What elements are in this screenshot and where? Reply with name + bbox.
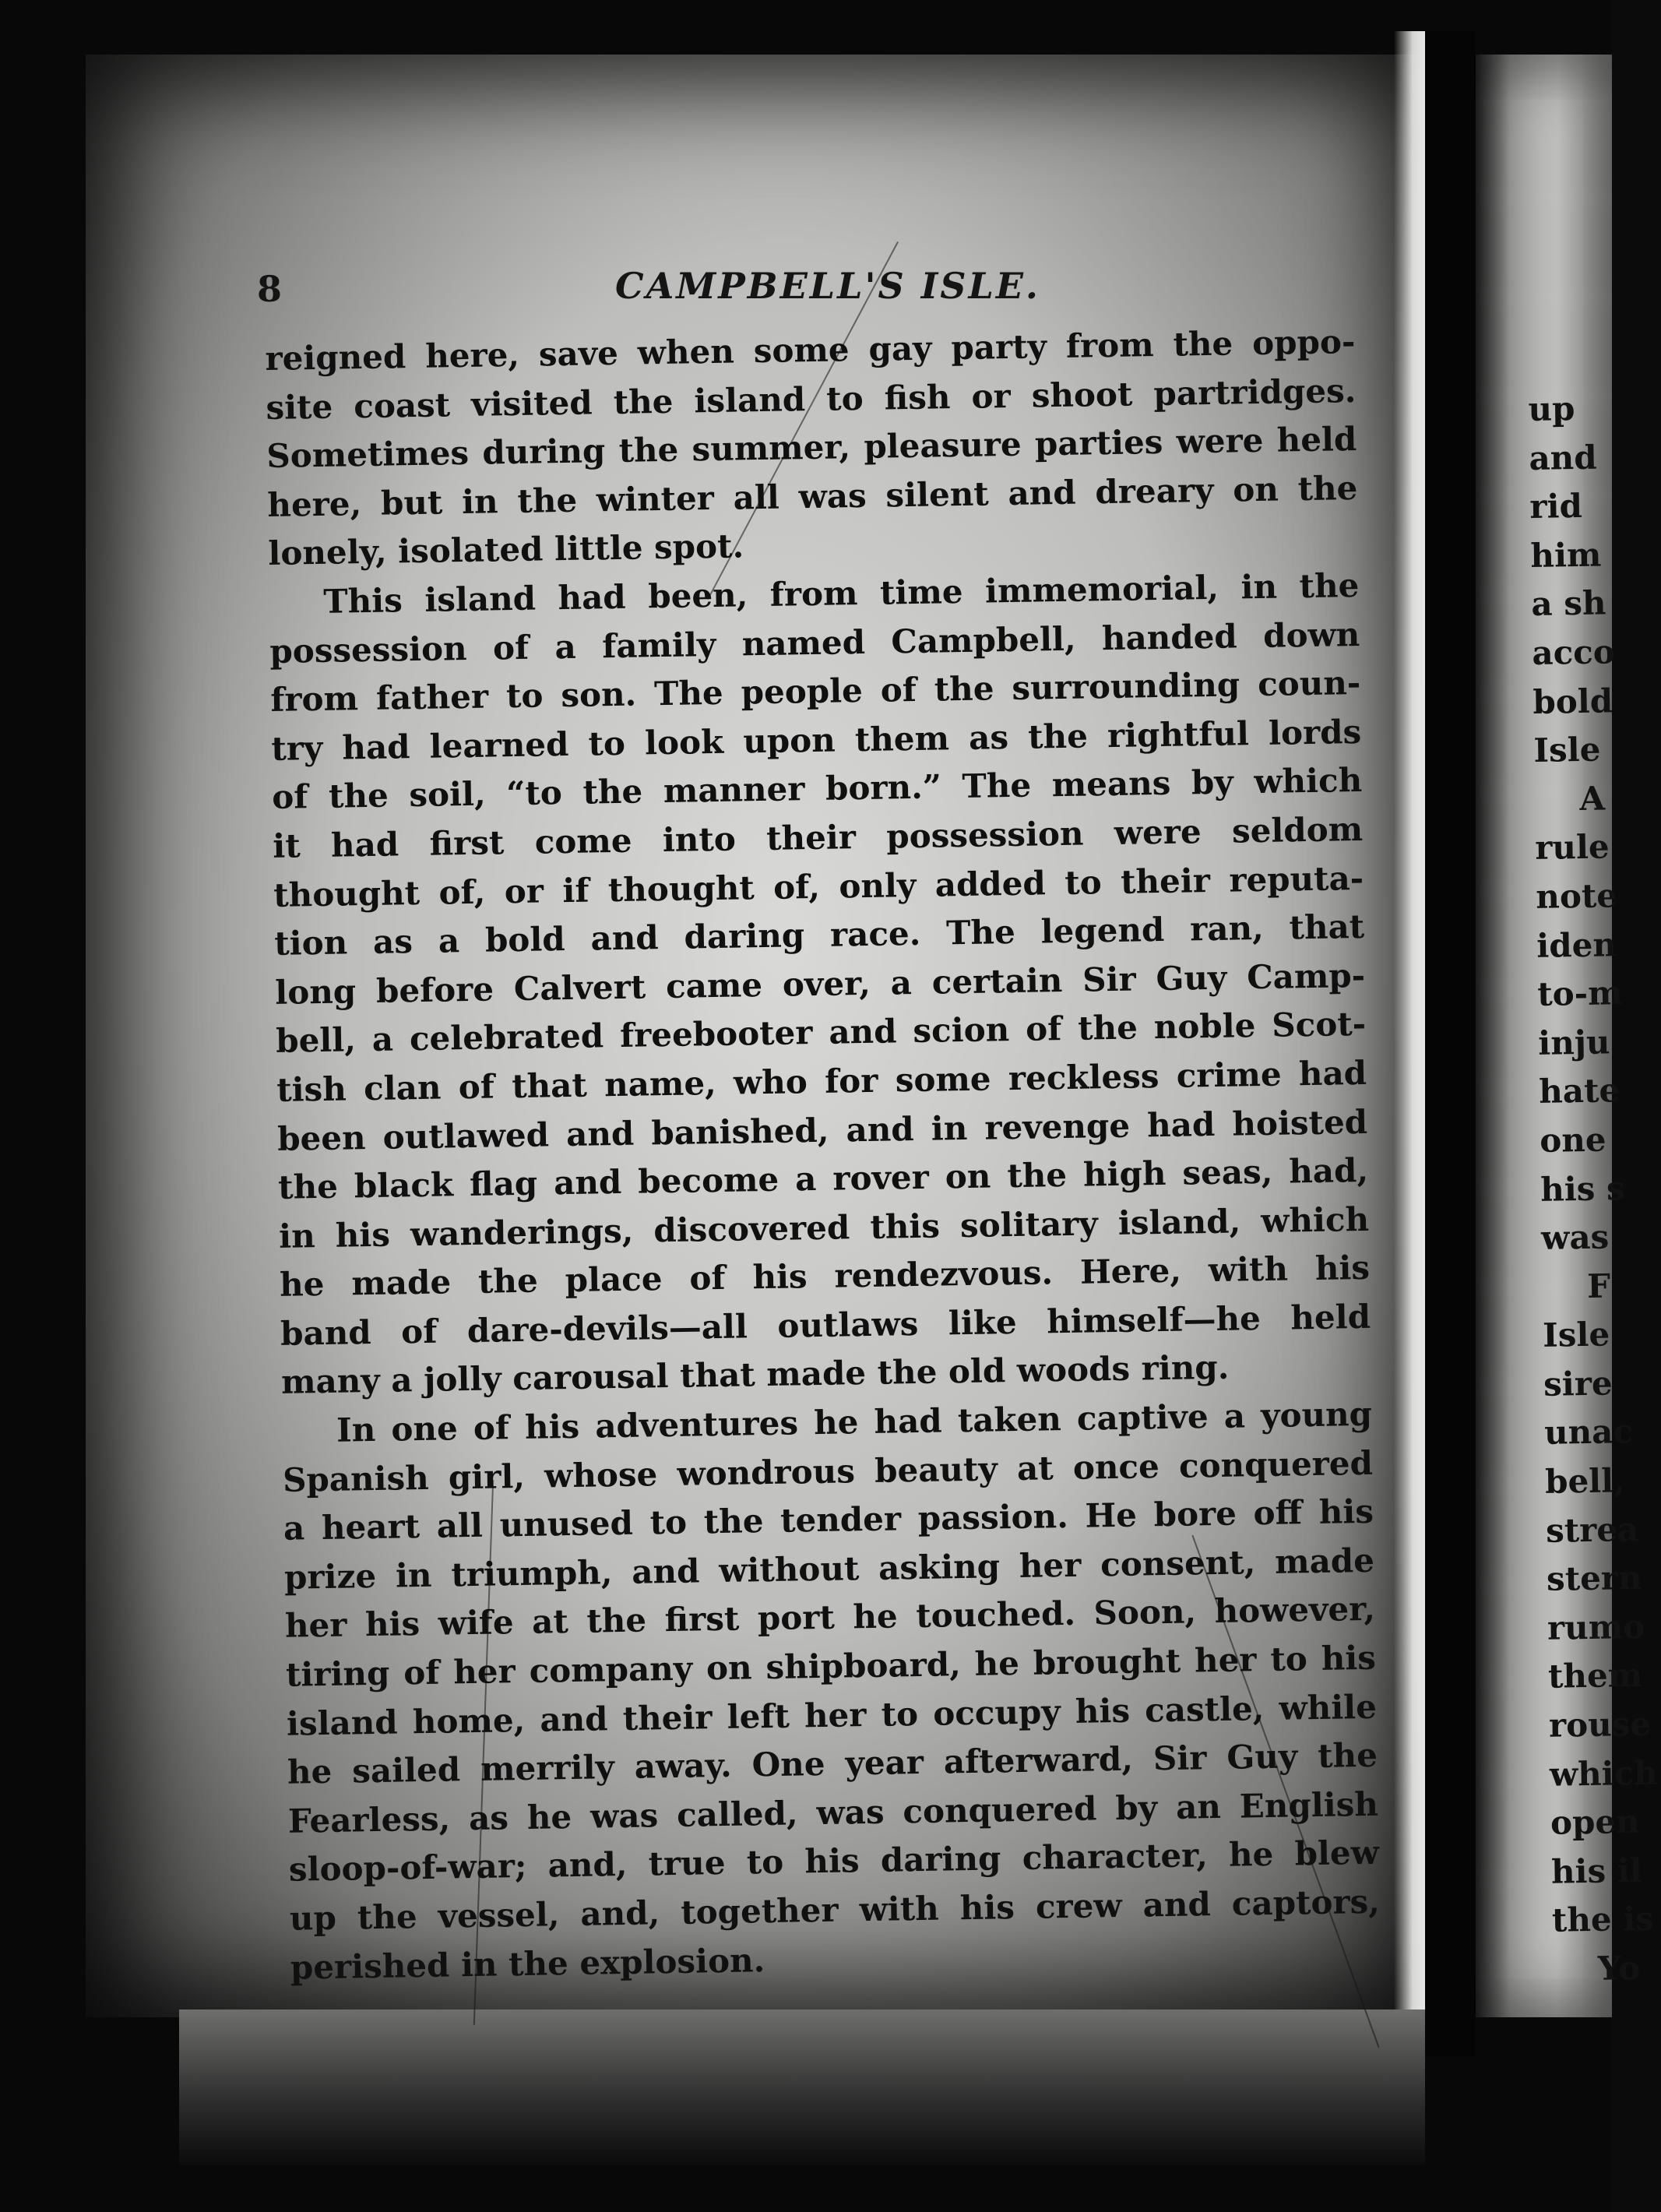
fragment-line: note [1535,876,1618,916]
fragment-line: and [1529,438,1597,477]
fragment-line: acco [1532,632,1616,672]
fragment-line: his il [1550,1851,1643,1891]
fragment-line: Yo [1597,1948,1641,1988]
text-line: Spanish girl, whose wondrous beauty at once conquered [282,1443,1374,1499]
text-line: In one of his adventures he had taken captive a young [336,1394,1373,1449]
text-line: thought of, or if thought of, only added to their reputa- [273,858,1364,914]
text-line: in his wanderings, discovered this solitary island, which [278,1199,1370,1256]
text-line: Sometimes during the summer, pleasure parties were held [266,420,1357,476]
fragment-line: bold [1532,681,1613,721]
text-line: her his wife at the first port he touched. Soon, however, [284,1590,1376,1646]
fragment-line: stern [1546,1559,1642,1599]
text-line: he made the place of his rendezvous. Here, with his [279,1249,1371,1305]
fragment-line: A [1578,779,1606,818]
fragment-line: bell, [1544,1461,1626,1501]
page-edge-highlight [1394,31,1425,2056]
text-line: it had first come into their possession were seldom [272,809,1364,865]
text-line: many a jolly carousal that made the old woods ring. [280,1348,1230,1402]
text-line: perished in the explosion. [290,1940,765,1987]
fragment-line: Isle [1542,1315,1610,1355]
fragment-line: a sh [1531,583,1606,624]
text-line: tish clan of that name, who for some reckless crime had [276,1053,1367,1109]
fragment-line: him [1530,535,1602,575]
fragment-line: one [1539,1120,1606,1160]
fragment-line: rule [1534,827,1610,868]
fragment-line: inju [1537,1023,1610,1062]
fragment-line: them [1547,1656,1643,1696]
page-title: CAMPBELL'S ISLE. [615,265,1040,307]
fragment-line: iden [1536,925,1617,965]
fragment-line: which [1549,1753,1659,1794]
text-line: try had learned to look upon them as the rightful lords [270,712,1362,768]
text-line: he sailed merrily away. One year afterward, Sir Guy the [287,1736,1378,1791]
fragment-line: up [1528,389,1575,428]
page-number: 8 [257,268,283,310]
book-gutter [1425,31,1476,2056]
text-line: prize in triumph, and without asking her consent, made [283,1541,1375,1597]
fragment-line: to-m [1536,974,1623,1014]
page-bottom-shadow [179,2009,1425,2165]
fragment-line: was [1540,1217,1610,1257]
fragment-line: unac [1543,1412,1634,1453]
fragment-line: the is [1551,1900,1655,1940]
text-line: a heart all unused to the tender passion. He bore off his [283,1492,1374,1548]
text-line: sloop-of-war; and, true to his daring character, he blew [288,1833,1380,1890]
text-line: site coast visited the island to fish or shoot partridges. [266,371,1357,427]
text-line: of the soil, “to the manner born.” The means by which [271,761,1363,817]
fragment-line: rumo [1547,1607,1645,1647]
body-text [265,318,1381,1992]
text-line: lonely, isolated little spot. [268,527,744,573]
fragment-line: F [1586,1266,1611,1305]
running-head [257,265,1363,319]
fragment-line: hate [1538,1071,1621,1111]
fragment-line: rouse [1548,1704,1652,1745]
text-line: reigned here, save when some gay party from the oppo- [265,322,1356,378]
text-line: bell, a celebrated freebooter and scion of the noble Scot- [275,1005,1367,1061]
fragment-line: open [1550,1802,1641,1842]
text-line: from father to son. The people of the surrounding coun- [269,664,1361,720]
fragment-line: rid [1529,487,1583,527]
text-line: here, but in the winter all was silent and dreary on the [267,468,1358,524]
text-line: Fearless, as he was called, was conquered by an English [287,1784,1379,1840]
text-line: island home, and their left her to occupy his castle, while [286,1687,1378,1743]
text-line: up the vessel, and, together with his crew and captors, [289,1882,1381,1938]
text-line: band of dare-devils—all outlaws like himself—he held [280,1297,1371,1353]
fragment-line: sire [1543,1364,1613,1404]
text-line: This island had been, from time immemorial, in the [323,565,1360,621]
text-line: been outlawed and banished, and in revenge had hoisted [276,1102,1368,1158]
fragment-line: his s [1540,1168,1625,1209]
fragment-line: strea [1545,1509,1639,1550]
text-line: tion as a bold and daring race. The legend ran, that [273,907,1365,963]
text-line: possession of a family named Campbell, handed down [269,615,1360,671]
text-line: the black flag and become a rover on the high seas, had, [277,1150,1369,1206]
text-line: long before Calvert came over, a certain Sir Guy Camp- [274,956,1366,1012]
fragment-line: Isle [1533,730,1601,770]
text-line: tiring of her company on shipboard, he brought her to his [285,1638,1377,1694]
